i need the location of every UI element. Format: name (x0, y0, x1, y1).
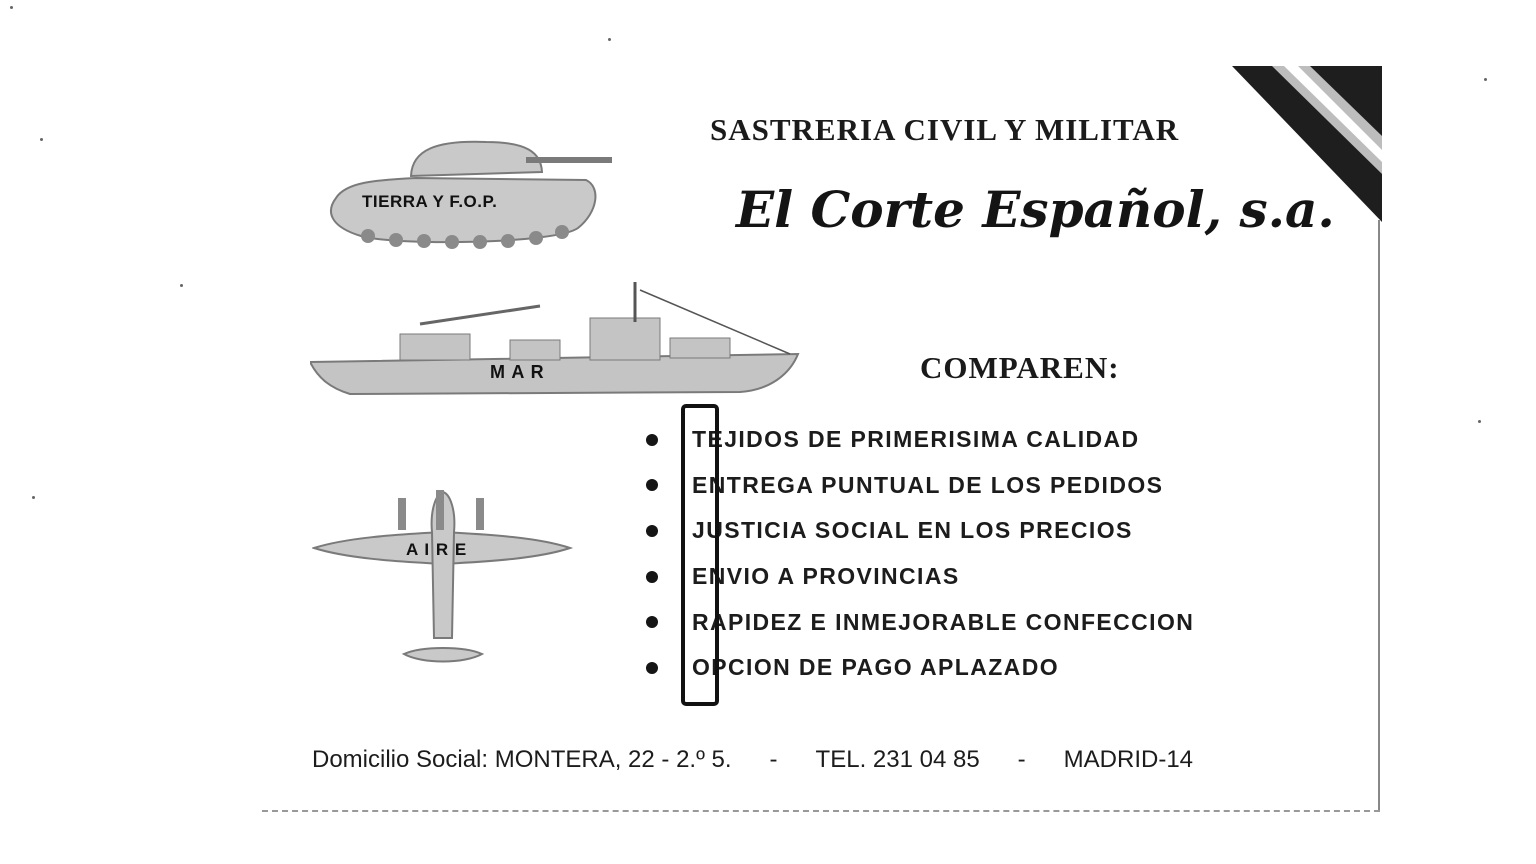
footer-address: Domicilio Social: MONTERA, 22 - 2.º 5. (312, 746, 732, 773)
bullet-icon (646, 434, 658, 446)
compare-heading: COMPAREN: (920, 350, 1120, 385)
page-title: SASTRERIA CIVIL Y MILITAR (710, 112, 1180, 147)
ship-illustration (310, 282, 802, 397)
feature-text: JUSTICIA SOCIAL EN LOS PRECIOS (692, 517, 1133, 544)
tank-label: TIERRA Y F.O.P. (362, 192, 498, 211)
footer-city: MADRID-14 (1063, 746, 1194, 773)
bullet-icon (646, 571, 658, 583)
feature-item (646, 554, 1194, 600)
feature-text: TEJIDOS DE PRIMERISIMA CALIDAD (692, 426, 1140, 453)
tank-illustration (316, 132, 616, 252)
feature-item (646, 645, 1194, 691)
feature-text: ENTREGA PUNTUAL DE LOS PEDIDOS (692, 471, 1164, 498)
card-bottom-edge (262, 810, 1380, 812)
feature-item (646, 417, 1194, 463)
ship-label: M A R (490, 362, 545, 382)
bullet-icon (646, 616, 658, 628)
footer-separator: - (1017, 746, 1026, 773)
footer-separator: - (769, 746, 778, 773)
bullet-icon (646, 525, 658, 537)
scan-speck (1484, 78, 1487, 81)
bullet-icon (646, 479, 658, 491)
scan-speck (180, 284, 183, 287)
bullet-icon (646, 662, 658, 674)
scan-speck (40, 138, 43, 141)
feature-item (646, 508, 1194, 554)
feature-text: RAPIDEZ E INMEJORABLE CONFECCION (692, 608, 1195, 635)
initials-highlight-box (681, 404, 719, 706)
footer (312, 746, 1193, 774)
feature-list (646, 417, 1194, 691)
plane-label: A I R E (406, 540, 468, 559)
scan-speck (32, 496, 35, 499)
brand-name: El Corte Español, s.a. (736, 180, 1335, 239)
feature-item (646, 463, 1194, 509)
scan-speck (10, 6, 13, 9)
footer-phone: TEL. 231 04 85 (815, 746, 980, 773)
feature-text: ENVIO A PROVINCIAS (692, 563, 960, 590)
feature-item (646, 599, 1194, 645)
card-right-edge (1378, 220, 1380, 810)
scan-speck (1478, 420, 1481, 423)
plane-illustration (312, 488, 574, 670)
scan-speck (608, 38, 611, 41)
feature-text: OPCION DE PAGO APLAZADO (692, 654, 1059, 681)
